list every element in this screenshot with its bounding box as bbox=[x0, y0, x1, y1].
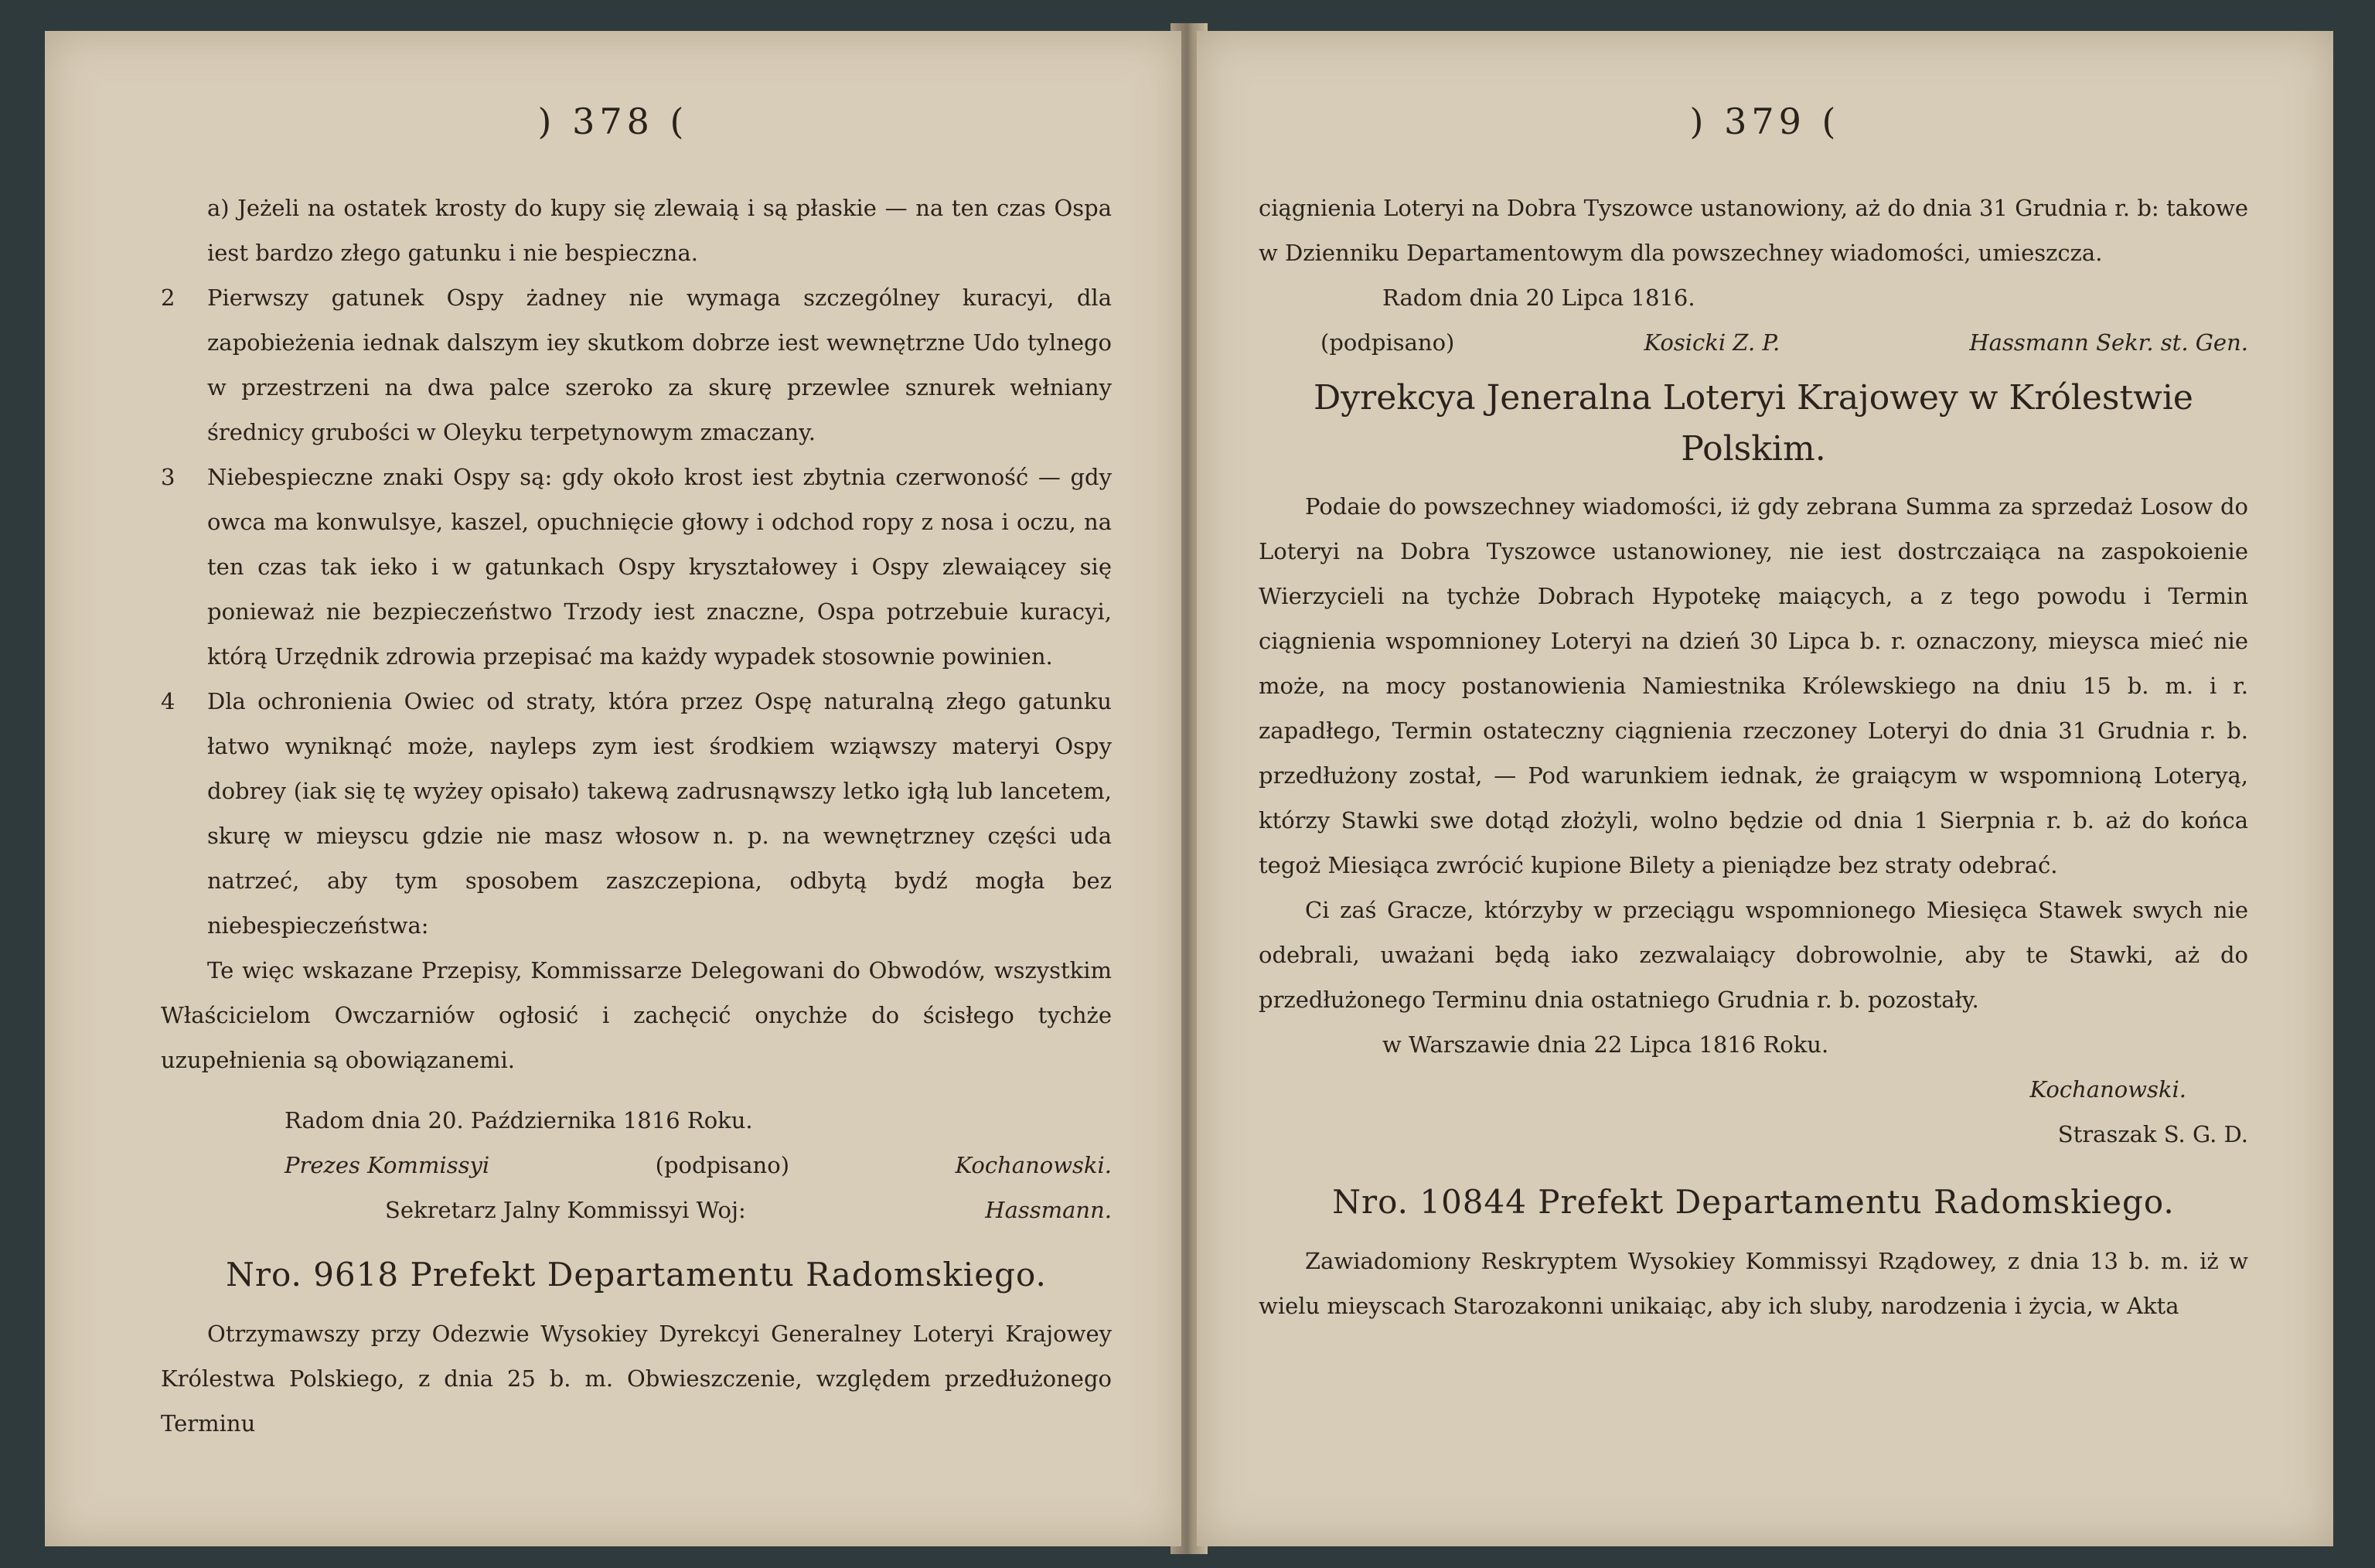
section-heading: Dyrekcya Jeneralna Loteryi Krajowey w Królestwie Polskim. bbox=[1314, 378, 2193, 469]
signature-name: Kosicki Z. P. bbox=[1644, 329, 1780, 356]
item-text: Dla ochronienia Owiec od straty, która przez Ospę naturalną złego gatunku łatwo wyniknąć może, nayleps zym iest środkiem wziąwszy materyi Ospy dobrey (iak się tę wyżey opisało) takewą zadrusnąwszy letko igłą lub lancetem, skurę w mieyscu gdzie nie masz włosow n. p. na wewnętrzney części uda natrzeć, aby tym sposobem zaszczepiona, odbytą bydź mogła bez niebespieczeństwa: bbox=[207, 688, 1112, 939]
paragraph: Zawiadomiony Reskryptem Wysokiey Kommissyi Rządowey, z dnia 13 b. m. iż w wielu mieyscach Starozakonni unikaiąc, aby ich sluby, narodzenia i życia, w Akta bbox=[1259, 1248, 2248, 1319]
list-item bbox=[161, 679, 1112, 948]
closing-paragraph: Te więc wskazane Przepisy, Kommissarze Delegowani do Obwodów, wszystkim Właścicielom Owczarniów ogłosić i zachęcić onychże do ścisłego tychże uzupełnienia są obowiązanemi. bbox=[161, 957, 1112, 1073]
section-heading: Nro. 9618 Prefekt Departamentu Radomskiego. bbox=[226, 1256, 1047, 1294]
signature-label: Prezes Kommissyi bbox=[285, 1152, 490, 1178]
signature-row bbox=[161, 1143, 1112, 1188]
list-item bbox=[161, 455, 1112, 679]
date-line: Radom dnia 20 Lipca 1816. bbox=[1382, 285, 1695, 311]
paragraph: Otrzymawszy przy Odezwie Wysokiey Dyrekcyi Generalney Loteryi Krajowey Królestwa Polskiego, z dnia 25 b. m. Obwieszczenie, względem przedłużonego Terminu bbox=[161, 1321, 1112, 1437]
signed-note: (podpisano) bbox=[655, 1152, 790, 1178]
signature-name: Kochanowski. bbox=[955, 1152, 1112, 1178]
section-heading: Nro. 10844 Prefekt Departamentu Radomskiego. bbox=[1332, 1183, 2175, 1221]
page-number: ) 378 ( bbox=[537, 101, 689, 142]
item-a: a) Jeżeli na ostatek krosty do kupy się zlewaią i są płaskie — na ten czas Ospa iest bardzo złego gatunku i nie bespieczna. bbox=[207, 195, 1112, 266]
left-page-body bbox=[161, 186, 1112, 1446]
paragraph: Podaie do powszechney wiadomości, iż gdy zebrana Summa za sprzedaż Losow do Loteryi na Dobra Tyszowce ustanowioney, nie iest dostrczaiąca na zaspokoienie Wierzycieli na tychże Dobrach Hypotekę maiących, a z tego powodu i Termin ciągnienia wspomnioney Loteryi na dzień 30 Lipca b. r. oznaczony, mieysca mieć nie może, na mocy postanowienia Namiestnika Królewskiego na dniu 15 b. m. i r. zapadłego, Termin ostateczny ciągnienia rzeczoney Loteryi do dnia 31 Grudnia r. b. przedłużony został, — Pod warunkiem iednak, że graiącym w wspomnioną Loteryą, którzy Stawki swe dotąd złożyli, wolno będzie od dnia 1 Sierpnia r. b. aż do końca tegoż Miesiąca zwrócić kupione Bilety a pieniądze bez straty odebrać. bbox=[1259, 493, 2248, 878]
date-line: Radom dnia 20. Października 1816 Roku. bbox=[285, 1107, 753, 1133]
signature-label: Sekretarz Jalny Kommissyi Woj: bbox=[385, 1197, 746, 1223]
signature-row bbox=[1259, 320, 2248, 365]
right-page bbox=[1197, 31, 2333, 1546]
item-text: Pierwszy gatunek Ospy żadney nie wymaga szczególney kuracyi, dla zapobieżenia iednak dalszym iey skutkom dobrze iest wewnętrzne Udo tylnego w przestrzeni na dwa palce szeroko za skurę przewlee sznurek wełniany średnicy grubości w Oleyku terpetynowym zmaczany. bbox=[207, 285, 1112, 445]
item-number: 3 bbox=[161, 464, 175, 490]
list-item bbox=[161, 275, 1112, 455]
signature-name: Kochanowski. bbox=[2029, 1076, 2186, 1103]
page-number: ) 379 ( bbox=[1689, 101, 1841, 142]
item-number: 2 bbox=[161, 285, 175, 311]
item-text: Niebespieczne znaki Ospy są: gdy około krost iest zbytnia czerwoność — gdy owca ma konwulsye, kaszel, opuchnięcie głowy i odchod ropy z nosa i oczu, na ten czas tak ieko i w gatunkach Ospy kryształowey i Ospy zlewaiącey się ponieważ nie bezpieczeństwo Trzody iest znaczne, Ospa potrzebuie kuracyi, którą Urzędnik zdrowia przepisać ma każdy wypadek stosownie powinien. bbox=[207, 464, 1112, 670]
item-number: 4 bbox=[161, 688, 175, 714]
signature-name: Hassmann. bbox=[985, 1197, 1112, 1223]
left-page bbox=[45, 31, 1181, 1546]
signature-row bbox=[161, 1188, 1112, 1232]
paragraph: Ci zaś Gracze, którzyby w przeciągu wspomnionego Miesięca Stawek swych nie odebrali, uważani będą iako zezwalaiący dobrowolnie, aby te Stawki, aż do przedłużonego Terminu dnia ostatniego Grudnia r. b. pozostały. bbox=[1259, 897, 2248, 1013]
signature-title: Straszak S. G. D. bbox=[2057, 1121, 2248, 1147]
date-line: w Warszawie dnia 22 Lipca 1816 Roku. bbox=[1382, 1031, 1829, 1058]
right-page-body bbox=[1259, 186, 2248, 1328]
paragraph: ciągnienia Loteryi na Dobra Tyszowce ustanowiony, aż do dnia 31 Grudnia r. b: takowe w Dzienniku Departamentowym dla powszechney wiadomości, umieszcza. bbox=[1259, 195, 2248, 266]
signature-name: Hassmann Sekr. st. Gen. bbox=[1969, 329, 2248, 356]
signed-note: (podpisano) bbox=[1320, 329, 1455, 356]
